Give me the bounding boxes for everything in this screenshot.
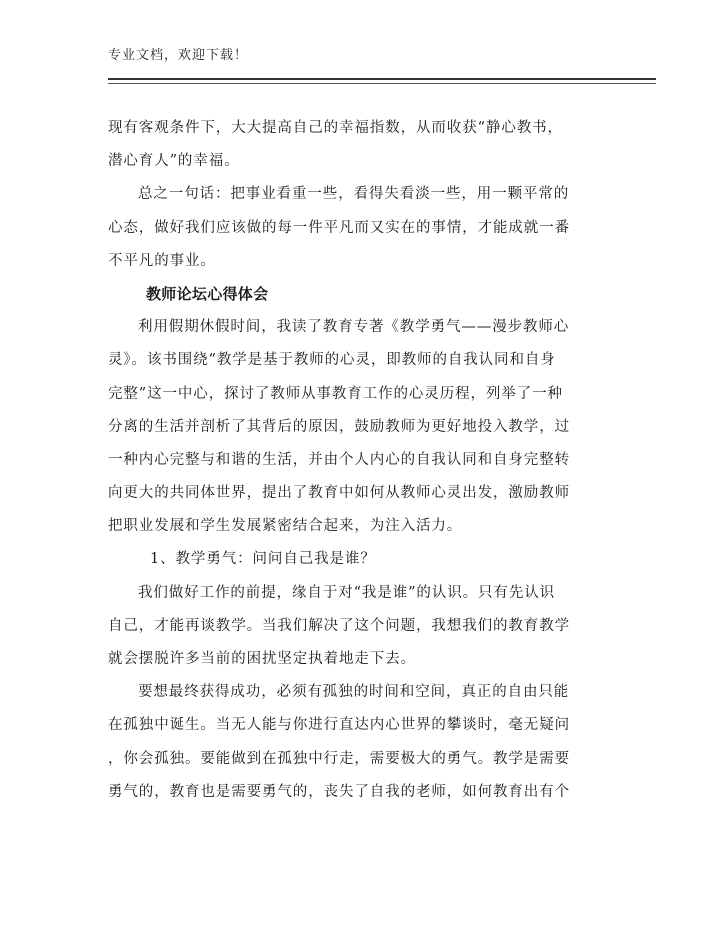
section-title: 教师论坛心得体会 <box>146 284 269 303</box>
paragraph-line: 心态，做好我们应该做的每一件平凡而又实在的事情，才能成就一番 <box>108 219 570 236</box>
document-header: 专业文档，欢迎下载！ <box>108 48 249 63</box>
paragraph-line: 灵》。该书围绕“教学是基于教师的心灵，即教师的自我认同和自身 <box>108 352 556 369</box>
paragraph-line: 不平凡的事业。 <box>108 252 216 269</box>
header-rule-thin <box>108 83 656 84</box>
header-rule-thick <box>108 78 656 80</box>
paragraph-line: 总之一句话：把事业看重一些，看得失看淡一些，用一颗平常的 <box>138 186 570 203</box>
paragraph-line: 分离的生活并剖析了其背后的原因，鼓励教师为更好地投入教学，过 <box>108 418 570 435</box>
paragraph-line: 勇气的，教育也是需要勇气的，丧失了自我的老师，如何教育出有个 <box>108 783 570 800</box>
paragraph-line: 我们做好工作的前提，缘自于对“我是谁”的认识。只有先认识 <box>138 584 556 601</box>
paragraph-line: 向更大的共同体世界，提出了教育中如何从教师心灵出发，激励教师 <box>108 485 570 502</box>
subheading: 1、教学勇气：问问自己我是谁？ <box>150 551 376 568</box>
paragraph-line: 现有客观条件下，大大提高自己的幸福指数，从而收获“静心教书， <box>108 120 563 136</box>
paragraph-line: 就会摆脱许多当前的困扰坚定执着地走下去。 <box>108 651 416 667</box>
paragraph-line: 要想最终获得成功，必须有孤独的时间和空间，真正的自由只能 <box>138 684 570 701</box>
paragraph-line: 自己，才能再谈教学。当我们解决了这个问题，我想我们的教育教学 <box>108 617 570 634</box>
paragraph-line: 在孤独中诞生。当无人能与你进行直达内心世界的攀谈时，毫无疑问 <box>108 717 570 734</box>
paragraph-line: 一种内心完整与和谐的生活，并由个人内心的自我认同和自身完整转 <box>108 451 570 468</box>
paragraph-line: ，你会孤独。要能做到在孤独中行走，需要极大的勇气。教学是需要 <box>108 750 570 767</box>
document-body <box>108 112 638 809</box>
paragraph-line: 潜心育人”的幸福。 <box>108 153 240 170</box>
paragraph-line: 把职业发展和学生发展紧密结合起来，为注入活力。 <box>108 518 463 535</box>
paragraph-line: 完整”这一中心，探讨了教师从事教育工作的心灵历程，列举了一种 <box>108 385 563 402</box>
paragraph-line: 利用假期休假时间，我读了教育专著《教学勇气——漫步教师心 <box>138 319 570 336</box>
